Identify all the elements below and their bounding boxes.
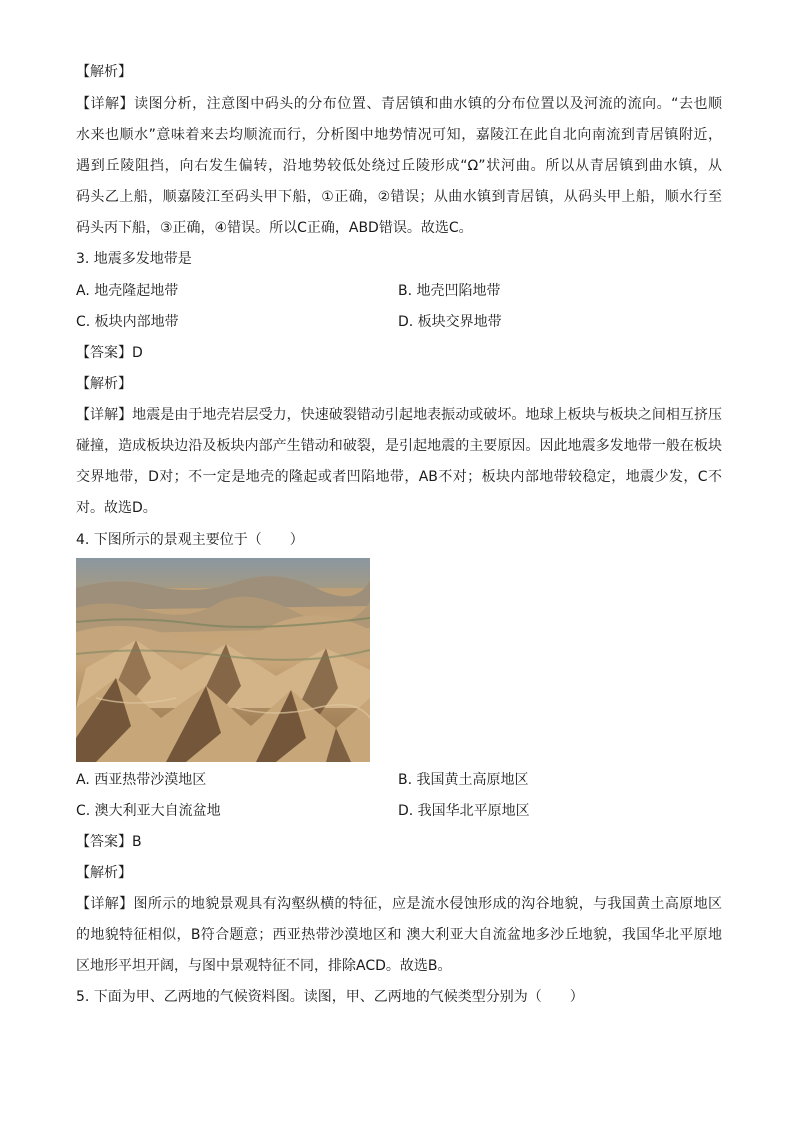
q3-detail-line: 交界地带，D对；不一定是地壳的隆起或者凹陷地带，AB不对；板块内部地带较稳定，地震少发，C不 [76, 469, 722, 485]
q3-detail-line: 碰撞，造成板块边沿及板块内部产生错动和破裂，是引起地震的主要原因。因此地震多发地带一般在板块 [76, 438, 722, 454]
q3-answer: 【答案】D [76, 345, 143, 361]
q3-detail-line: 【详解】地震是由于地壳岩层受力，快速破裂错动引起地表振动或破坏。地球上板块与板块之间相互挤压 [76, 407, 722, 423]
detail-line: 码头乙上船，顺嘉陵江至码头甲下船，①正确，②错误；从曲水镇到青居镇，从码头甲上船，顺水行至 [76, 189, 722, 205]
detail-line: 码头丙下船，③正确，④错误。所以C正确，ABD错误。故选C。 [76, 220, 473, 236]
q3-option-a: A. 地壳隆起地带 [76, 283, 179, 299]
detail-line: 遇到丘陵阻挡，向右发生偏转，沿地势较低处绕过丘陵形成“Ω”状河曲。所以从青居镇到曲水镇，从 [76, 158, 722, 174]
q3-option-d: D. 板块交界地带 [398, 314, 502, 330]
q4-detail-line: 区地形平坦开阔，与图中景观特征不同，排除ACD。故选B。 [76, 958, 452, 974]
q4-detail-line: 的地貌特征相似，B符合题意；西亚热带沙漠地区和 澳大利亚大自流盆地多沙丘地貌，我国华北平原地 [76, 927, 722, 943]
q4-analysis-header: 【解析】 [76, 865, 132, 881]
q4-detail-line: 【详解】图所示的地貌景观具有沟壑纵横的特征，应是流水侵蚀形成的沟谷地貌，与我国黄土高原地区 [76, 896, 722, 912]
q4-option-a: A. 西亚热带沙漠地区 [76, 772, 207, 788]
detail-line: 水来也顺水”意味着来去均顺流而行，分析图中地势情况可知，嘉陵江在此自北向南流到青居镇附近， [76, 127, 722, 143]
q4-option-c: C. 澳大利亚大自流盆地 [76, 803, 221, 819]
question-3-stem: 3. 地震多发地带是 [76, 251, 192, 267]
q4-answer: 【答案】B [76, 834, 142, 850]
q4-option-d: D. 我国华北平原地区 [398, 803, 530, 819]
q3-analysis-header: 【解析】 [76, 376, 132, 392]
q3-detail-line: 对。故选D。 [76, 500, 157, 516]
analysis-header: 【解析】 [76, 64, 132, 80]
question-5-stem: 5. 下面为甲、乙两地的气候资料图。读图，甲、乙两地的气候类型分别为（ ） [76, 989, 584, 1005]
loess-plateau-photo [76, 558, 370, 762]
q3-option-b: B. 地壳凹陷地带 [398, 283, 501, 299]
question-4-stem: 4. 下图所示的景观主要位于（ ） [76, 532, 304, 548]
detail-line: 【详解】读图分析，注意图中码头的分布位置、青居镇和曲水镇的分布位置以及河流的流向。“去也顺 [76, 96, 722, 112]
q3-option-c: C. 板块内部地带 [76, 314, 179, 330]
q4-option-b: B. 我国黄土高原地区 [398, 772, 529, 788]
